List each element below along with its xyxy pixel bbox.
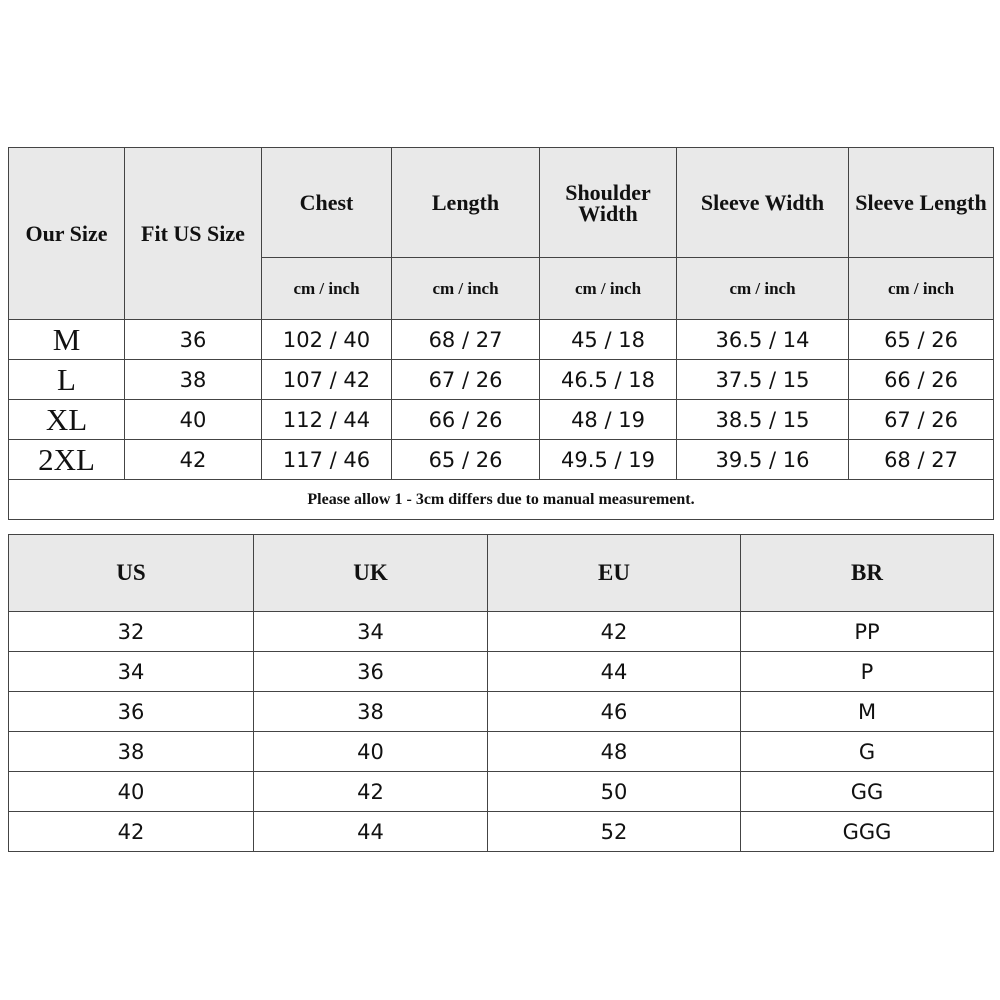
us-cell: 36 xyxy=(9,692,254,732)
sleeve-width-cell: 37.5 / 15 xyxy=(677,360,849,400)
length-cell: 65 / 26 xyxy=(392,440,540,480)
unit-sleeve-width: cm / inch xyxy=(677,258,849,320)
eu-cell: 44 xyxy=(488,652,741,692)
br-cell: M xyxy=(741,692,994,732)
header-us: US xyxy=(9,535,254,612)
our-size-cell: XL xyxy=(9,400,125,440)
sleeve-length-cell: 67 / 26 xyxy=(849,400,994,440)
size-row xyxy=(9,360,994,400)
eu-cell: 46 xyxy=(488,692,741,732)
uk-cell: 44 xyxy=(254,812,488,852)
size-conversion-table xyxy=(8,534,994,852)
fit-us-size-cell: 42 xyxy=(125,440,262,480)
chest-cell: 107 / 42 xyxy=(262,360,392,400)
eu-cell: 52 xyxy=(488,812,741,852)
size-row xyxy=(9,440,994,480)
chest-cell: 112 / 44 xyxy=(262,400,392,440)
size-chart-table xyxy=(8,147,994,520)
conversion-row xyxy=(9,652,994,692)
chest-cell: 102 / 40 xyxy=(262,320,392,360)
fit-us-size-cell: 36 xyxy=(125,320,262,360)
conversion-row xyxy=(9,612,994,652)
shoulder-width-cell: 46.5 / 18 xyxy=(540,360,677,400)
uk-cell: 42 xyxy=(254,772,488,812)
us-cell: 38 xyxy=(9,732,254,772)
conversion-row xyxy=(9,772,994,812)
fit-us-size-cell: 38 xyxy=(125,360,262,400)
fit-us-size-cell: 40 xyxy=(125,400,262,440)
uk-cell: 34 xyxy=(254,612,488,652)
us-cell: 40 xyxy=(9,772,254,812)
sleeve-width-cell: 36.5 / 14 xyxy=(677,320,849,360)
unit-shoulder-width: cm / inch xyxy=(540,258,677,320)
br-cell: GG xyxy=(741,772,994,812)
size-row xyxy=(9,400,994,440)
our-size-cell: L xyxy=(9,360,125,400)
shoulder-width-cell: 48 / 19 xyxy=(540,400,677,440)
header-eu: EU xyxy=(488,535,741,612)
header-sleeve-length: Sleeve Length xyxy=(849,148,994,258)
us-cell: 42 xyxy=(9,812,254,852)
conversion-row xyxy=(9,732,994,772)
our-size-cell: 2XL xyxy=(9,440,125,480)
size-row xyxy=(9,320,994,360)
header-sleeve-width: Sleeve Width xyxy=(677,148,849,258)
measurement-note: Please allow 1 - 3cm differs due to manual measurement. xyxy=(9,480,994,520)
uk-cell: 36 xyxy=(254,652,488,692)
header-fit-us-size: Fit US Size xyxy=(125,148,262,320)
length-cell: 67 / 26 xyxy=(392,360,540,400)
br-cell: P xyxy=(741,652,994,692)
sleeve-length-cell: 65 / 26 xyxy=(849,320,994,360)
length-cell: 68 / 27 xyxy=(392,320,540,360)
sleeve-width-cell: 38.5 / 15 xyxy=(677,400,849,440)
sleeve-length-cell: 66 / 26 xyxy=(849,360,994,400)
br-cell: PP xyxy=(741,612,994,652)
us-cell: 34 xyxy=(9,652,254,692)
header-length: Length xyxy=(392,148,540,258)
conversion-row xyxy=(9,812,994,852)
eu-cell: 50 xyxy=(488,772,741,812)
length-cell: 66 / 26 xyxy=(392,400,540,440)
chest-cell: 117 / 46 xyxy=(262,440,392,480)
header-br: BR xyxy=(741,535,994,612)
sleeve-length-cell: 68 / 27 xyxy=(849,440,994,480)
header-our-size: Our Size xyxy=(9,148,125,320)
unit-sleeve-length: cm / inch xyxy=(849,258,994,320)
br-cell: GGG xyxy=(741,812,994,852)
shoulder-width-cell: 49.5 / 19 xyxy=(540,440,677,480)
uk-cell: 38 xyxy=(254,692,488,732)
sleeve-width-cell: 39.5 / 16 xyxy=(677,440,849,480)
eu-cell: 48 xyxy=(488,732,741,772)
shoulder-width-cell: 45 / 18 xyxy=(540,320,677,360)
unit-length: cm / inch xyxy=(392,258,540,320)
header-chest: Chest xyxy=(262,148,392,258)
header-shoulder-width: Shoulder Width xyxy=(540,148,677,258)
br-cell: G xyxy=(741,732,994,772)
our-size-cell: M xyxy=(9,320,125,360)
unit-chest: cm / inch xyxy=(262,258,392,320)
eu-cell: 42 xyxy=(488,612,741,652)
us-cell: 32 xyxy=(9,612,254,652)
uk-cell: 40 xyxy=(254,732,488,772)
header-uk: UK xyxy=(254,535,488,612)
conversion-row xyxy=(9,692,994,732)
